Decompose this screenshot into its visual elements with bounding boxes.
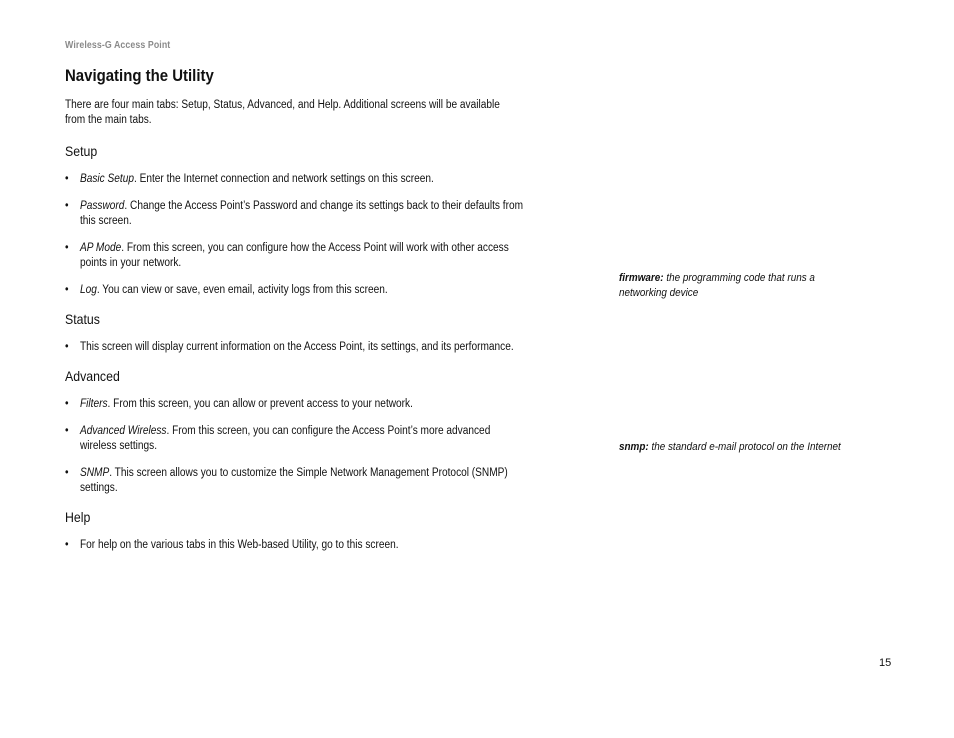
item-text: For help on the various tabs in this Web-based Utility, go to this screen. bbox=[79, 539, 399, 551]
advanced-list bbox=[65, 397, 642, 496]
item-text: . This screen allows you to customize the Simple Network Management Protocol (SNMP) settings. bbox=[79, 467, 508, 494]
item-text: . From this screen, you can allow or prevent access to your network. bbox=[107, 398, 413, 410]
section-heading-help: Help bbox=[65, 509, 91, 525]
bullet: • bbox=[65, 173, 69, 185]
running-header: Wireless-G Access Point bbox=[65, 40, 171, 51]
section-setup bbox=[65, 142, 642, 298]
section-status bbox=[65, 310, 642, 355]
item-term: Log bbox=[79, 284, 97, 296]
setup-list bbox=[65, 172, 642, 298]
list-item bbox=[65, 283, 529, 298]
section-heading-advanced: Advanced bbox=[65, 368, 120, 384]
item-term: Basic Setup bbox=[79, 173, 134, 185]
list-item bbox=[65, 199, 529, 229]
item-term: SNMP bbox=[79, 467, 110, 479]
bullet: • bbox=[65, 467, 69, 479]
list-item bbox=[65, 538, 529, 553]
item-term: Filters bbox=[79, 398, 108, 410]
bullet: • bbox=[65, 242, 69, 254]
bullet: • bbox=[65, 539, 69, 551]
glossary-keyword: firmware: bbox=[619, 272, 664, 284]
list-item bbox=[65, 172, 529, 187]
item-text: . You can view or save, even email, activity logs from this screen. bbox=[96, 284, 388, 296]
bullet: • bbox=[65, 284, 69, 296]
bullet: • bbox=[65, 425, 69, 437]
section-heading-status: Status bbox=[65, 311, 100, 327]
item-text: This screen will display current information on the Access Point, its settings, and its performance. bbox=[79, 341, 514, 353]
list-item bbox=[65, 241, 529, 271]
item-text: . Change the Access Point’s Password and change its settings back to their defaults from this screen. bbox=[79, 200, 524, 227]
section-advanced bbox=[65, 367, 642, 496]
intro-paragraph: There are four main tabs: Setup, Status, Advanced, and Help. Additional screens will be available from the main tabs. bbox=[65, 99, 500, 126]
main-content bbox=[65, 98, 640, 565]
item-text: . Enter the Internet connection and network settings on this screen. bbox=[133, 173, 434, 185]
bullet: • bbox=[65, 398, 69, 410]
glossary-snmp bbox=[619, 440, 853, 455]
item-term: Password bbox=[79, 200, 125, 212]
page-title: Navigating the Utility bbox=[65, 66, 214, 85]
glossary-keyword: snmp: bbox=[619, 441, 649, 453]
bullet: • bbox=[65, 341, 69, 353]
glossary-firmware bbox=[619, 271, 835, 301]
item-term: Advanced Wireless bbox=[79, 425, 167, 437]
item-text: . From this screen, you can configure the Access Point’s more advanced wireless settings. bbox=[79, 425, 491, 452]
list-item bbox=[65, 397, 529, 412]
list-item bbox=[65, 424, 529, 454]
help-list bbox=[65, 538, 642, 553]
status-list bbox=[65, 340, 642, 355]
bullet: • bbox=[65, 200, 69, 212]
item-text: . From this screen, you can configure how the Access Point will work with other access points in your network. bbox=[79, 242, 509, 269]
list-item bbox=[65, 466, 529, 496]
item-term: AP Mode bbox=[79, 242, 122, 254]
list-item bbox=[65, 340, 529, 355]
section-heading-setup: Setup bbox=[65, 143, 98, 159]
glossary-definition: the programming code that runs a networking device bbox=[619, 272, 815, 299]
page-number: 15 bbox=[879, 657, 892, 669]
section-help bbox=[65, 508, 642, 553]
glossary-definition: the standard e-mail protocol on the Internet bbox=[648, 441, 841, 453]
